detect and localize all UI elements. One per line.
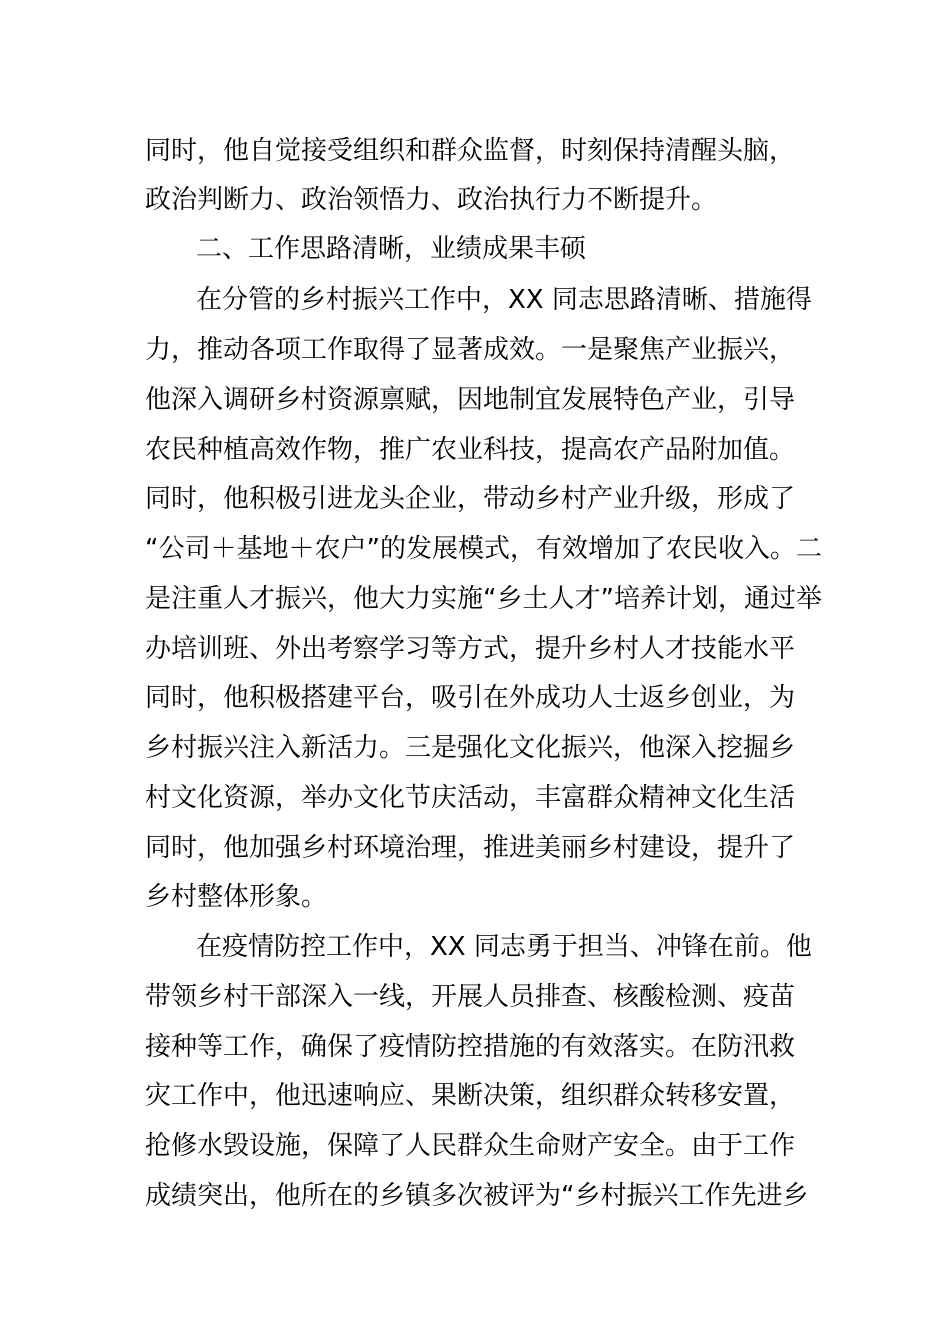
paragraph-first-line: 在疫情防控工作中，XX 同志勇于担当、冲锋在前。他 <box>196 932 812 962</box>
text-line: 同时，他加强乡村环境治理，推进美丽乡村建设，提升了 <box>145 833 796 863</box>
text-line: 乡村振兴注入新活力。三是强化文化振兴，他深入挖掘乡 <box>145 733 796 763</box>
text-line: 成绩突出，他所在的乡镇多次被评为“乡村振兴工作先进乡 <box>145 1181 809 1211</box>
text-line: 同时，他积极引进龙头企业，带动乡村产业升级，形成了 <box>145 484 796 514</box>
section-heading: 二、工作思路清晰，业绩成果丰硕 <box>196 234 587 264</box>
text-line: 同时，他自觉接受组织和群众监督，时刻保持清醒头脑， <box>145 136 796 166</box>
text-line: 他深入调研乡村资源禀赋，因地制宜发展特色产业，引导 <box>145 385 796 415</box>
text-line: 力，推动各项工作取得了显著成效。一是聚焦产业振兴， <box>145 335 796 365</box>
text-line: 村文化资源，举办文化节庆活动，丰富群众精神文化生活 <box>145 783 796 813</box>
text-line: 抢修水毁设施，保障了人民群众生命财产安全。由于工作 <box>145 1131 796 1161</box>
text-line: 带领乡村干部深入一线，开展人员排查、核酸检测、疫苗 <box>145 982 796 1012</box>
text-line: 灾工作中，他迅速响应、果断决策，组织群众转移安置， <box>145 1081 796 1111</box>
text-line: 乡村整体形象。 <box>145 882 328 912</box>
text-line: 是注重人才振兴，他大力实施“乡土人才”培养计划，通过举 <box>145 584 822 614</box>
text-line: 接种等工作，确保了疫情防控措施的有效落实。在防汛救 <box>145 1032 796 1062</box>
text-line: 同时，他积极搭建平台，吸引在外成功人士返乡创业，为 <box>145 683 796 713</box>
text-line: 政治判断力、政治领悟力、政治执行力不断提升。 <box>145 185 718 215</box>
text-line: 办培训班、外出考察学习等方式，提升乡村人才技能水平 <box>145 634 796 664</box>
text-line: 农民种植高效作物，推广农业科技，提高农产品附加值。 <box>145 435 796 465</box>
paragraph-first-line: 在分管的乡村振兴工作中，XX 同志思路清晰、措施得 <box>196 285 812 315</box>
text-line: “公司＋基地＋农户”的发展模式，有效增加了农民收入。二 <box>145 534 822 564</box>
